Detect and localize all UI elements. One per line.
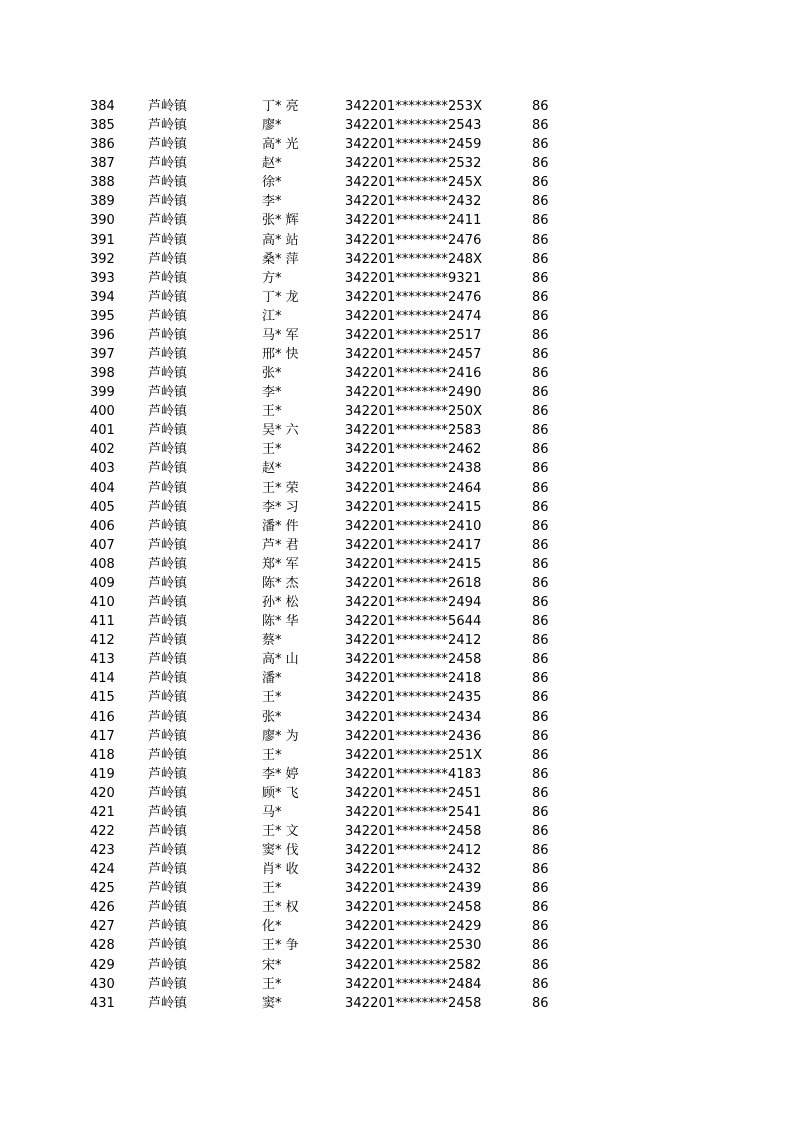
id-number-cell: 342201********2438 xyxy=(345,461,482,477)
score-cell: 86 xyxy=(532,137,549,153)
score-cell: 86 xyxy=(532,347,549,363)
name-cell: 赵* xyxy=(262,156,282,172)
name-cell: 李* xyxy=(262,194,282,210)
table-row xyxy=(0,173,793,192)
town-cell: 芦岭镇 xyxy=(148,633,188,649)
row-number: 386 xyxy=(90,137,115,153)
town-cell: 芦岭镇 xyxy=(148,804,188,820)
table-row xyxy=(0,994,793,1013)
town-cell: 芦岭镇 xyxy=(148,556,188,572)
id-number-cell: 342201********2434 xyxy=(345,709,482,725)
score-cell: 86 xyxy=(532,614,549,630)
score-cell: 86 xyxy=(532,404,549,420)
row-number: 411 xyxy=(90,614,115,630)
town-cell: 芦岭镇 xyxy=(148,671,188,687)
score-cell: 86 xyxy=(532,652,549,668)
id-number-cell: 342201********2439 xyxy=(345,881,482,897)
name-cell: 孙* 松 xyxy=(262,595,299,611)
row-number: 413 xyxy=(90,652,115,668)
town-cell: 芦岭镇 xyxy=(148,537,188,553)
score-cell: 86 xyxy=(532,194,549,210)
id-number-cell: 342201********2412 xyxy=(345,843,482,859)
name-cell: 张* 辉 xyxy=(262,213,299,229)
id-number-cell: 342201********2541 xyxy=(345,804,482,820)
name-cell: 窦* xyxy=(262,995,282,1011)
table-row xyxy=(0,192,793,211)
score-cell: 86 xyxy=(532,900,549,916)
score-cell: 86 xyxy=(532,843,549,859)
name-cell: 高* 站 xyxy=(262,232,299,248)
row-number: 388 xyxy=(90,175,115,191)
town-cell: 芦岭镇 xyxy=(148,404,188,420)
score-cell: 86 xyxy=(532,518,549,534)
table-row xyxy=(0,269,793,288)
score-cell: 86 xyxy=(532,175,549,191)
score-cell: 86 xyxy=(532,690,549,706)
name-cell: 陈* 杰 xyxy=(262,575,299,591)
score-cell: 86 xyxy=(532,804,549,820)
score-cell: 86 xyxy=(532,480,549,496)
row-number: 397 xyxy=(90,347,115,363)
id-number-cell: 342201********2484 xyxy=(345,976,482,992)
row-number: 431 xyxy=(90,995,115,1011)
score-cell: 86 xyxy=(532,595,549,611)
row-number: 417 xyxy=(90,728,115,744)
row-number: 408 xyxy=(90,556,115,572)
table-row xyxy=(0,631,793,650)
id-number-cell: 342201********2418 xyxy=(345,671,482,687)
name-cell: 高* 山 xyxy=(262,652,299,668)
id-number-cell: 342201********2532 xyxy=(345,156,482,172)
name-cell: 郑* 军 xyxy=(262,556,299,572)
town-cell: 芦岭镇 xyxy=(148,137,188,153)
row-number: 406 xyxy=(90,518,115,534)
score-cell: 86 xyxy=(532,118,549,134)
score-cell: 86 xyxy=(532,251,549,267)
row-number: 395 xyxy=(90,308,115,324)
town-cell: 芦岭镇 xyxy=(148,308,188,324)
row-number: 398 xyxy=(90,366,115,382)
row-number: 399 xyxy=(90,385,115,401)
town-cell: 芦岭镇 xyxy=(148,957,188,973)
table-row xyxy=(0,498,793,517)
id-number-cell: 342201********2474 xyxy=(345,308,482,324)
row-number: 387 xyxy=(90,156,115,172)
name-cell: 王* 荣 xyxy=(262,480,299,496)
table-row xyxy=(0,135,793,154)
id-number-cell: 342201********2582 xyxy=(345,957,482,973)
id-number-cell: 342201********251X xyxy=(345,747,483,763)
town-cell: 芦岭镇 xyxy=(148,327,188,343)
table-row xyxy=(0,784,793,803)
table-row xyxy=(0,307,793,326)
id-number-cell: 342201********245X xyxy=(345,175,483,191)
row-number: 403 xyxy=(90,461,115,477)
score-cell: 86 xyxy=(532,575,549,591)
row-number: 430 xyxy=(90,976,115,992)
town-cell: 芦岭镇 xyxy=(148,595,188,611)
town-cell: 芦岭镇 xyxy=(148,919,188,935)
town-cell: 芦岭镇 xyxy=(148,442,188,458)
row-number: 428 xyxy=(90,938,115,954)
town-cell: 芦岭镇 xyxy=(148,690,188,706)
town-cell: 芦岭镇 xyxy=(148,614,188,630)
town-cell: 芦岭镇 xyxy=(148,270,188,286)
row-number: 415 xyxy=(90,690,115,706)
name-cell: 张* xyxy=(262,366,282,382)
town-cell: 芦岭镇 xyxy=(148,461,188,477)
id-number-cell: 342201********2436 xyxy=(345,728,482,744)
id-number-cell: 342201********2412 xyxy=(345,633,482,649)
table-row xyxy=(0,917,793,936)
score-cell: 86 xyxy=(532,881,549,897)
town-cell: 芦岭镇 xyxy=(148,785,188,801)
name-cell: 顾* 飞 xyxy=(262,785,299,801)
town-cell: 芦岭镇 xyxy=(148,728,188,744)
town-cell: 芦岭镇 xyxy=(148,385,188,401)
id-number-cell: 342201********2476 xyxy=(345,289,482,305)
id-number-cell: 342201********2435 xyxy=(345,690,482,706)
name-cell: 芦* 君 xyxy=(262,537,299,553)
name-cell: 王* xyxy=(262,881,282,897)
row-number: 409 xyxy=(90,575,115,591)
table-row xyxy=(0,326,793,345)
table-row xyxy=(0,593,793,612)
town-cell: 芦岭镇 xyxy=(148,938,188,954)
score-cell: 86 xyxy=(532,633,549,649)
town-cell: 芦岭镇 xyxy=(148,232,188,248)
row-number: 396 xyxy=(90,327,115,343)
row-number: 420 xyxy=(90,785,115,801)
id-number-cell: 342201********2459 xyxy=(345,137,482,153)
row-number: 421 xyxy=(90,804,115,820)
town-cell: 芦岭镇 xyxy=(148,766,188,782)
town-cell: 芦岭镇 xyxy=(148,289,188,305)
name-cell: 王* xyxy=(262,690,282,706)
score-cell: 86 xyxy=(532,385,549,401)
table-row xyxy=(0,708,793,727)
town-cell: 芦岭镇 xyxy=(148,862,188,878)
town-cell: 芦岭镇 xyxy=(148,480,188,496)
row-number: 414 xyxy=(90,671,115,687)
town-cell: 芦岭镇 xyxy=(148,900,188,916)
town-cell: 芦岭镇 xyxy=(148,347,188,363)
score-cell: 86 xyxy=(532,156,549,172)
id-number-cell: 342201********2429 xyxy=(345,919,482,935)
id-number-cell: 342201********2411 xyxy=(345,213,482,229)
table-row xyxy=(0,211,793,230)
score-cell: 86 xyxy=(532,728,549,744)
score-cell: 86 xyxy=(532,709,549,725)
score-cell: 86 xyxy=(532,461,549,477)
town-cell: 芦岭镇 xyxy=(148,843,188,859)
row-number: 405 xyxy=(90,499,115,515)
row-number: 426 xyxy=(90,900,115,916)
row-number: 392 xyxy=(90,251,115,267)
town-cell: 芦岭镇 xyxy=(148,366,188,382)
town-cell: 芦岭镇 xyxy=(148,518,188,534)
id-number-cell: 342201********2417 xyxy=(345,537,482,553)
name-cell: 吴* 六 xyxy=(262,423,299,439)
id-number-cell: 342201********2464 xyxy=(345,480,482,496)
town-cell: 芦岭镇 xyxy=(148,747,188,763)
table-row xyxy=(0,860,793,879)
name-cell: 肖* 收 xyxy=(262,862,299,878)
table-row xyxy=(0,612,793,631)
table-row xyxy=(0,956,793,975)
id-number-cell: 342201********2458 xyxy=(345,900,482,916)
id-number-cell: 342201********4183 xyxy=(345,766,482,782)
name-cell: 潘* 件 xyxy=(262,518,299,534)
town-cell: 芦岭镇 xyxy=(148,881,188,897)
town-cell: 芦岭镇 xyxy=(148,575,188,591)
score-cell: 86 xyxy=(532,289,549,305)
town-cell: 芦岭镇 xyxy=(148,976,188,992)
row-number: 412 xyxy=(90,633,115,649)
name-cell: 宋* xyxy=(262,957,282,973)
name-cell: 丁* 龙 xyxy=(262,289,299,305)
score-cell: 86 xyxy=(532,938,549,954)
name-cell: 赵* xyxy=(262,461,282,477)
town-cell: 芦岭镇 xyxy=(148,156,188,172)
id-number-cell: 342201********2618 xyxy=(345,575,482,591)
row-number: 424 xyxy=(90,862,115,878)
name-cell: 李* 婷 xyxy=(262,766,299,782)
row-number: 416 xyxy=(90,709,115,725)
name-cell: 李* xyxy=(262,385,282,401)
score-cell: 86 xyxy=(532,957,549,973)
id-number-cell: 342201********9321 xyxy=(345,270,482,286)
score-cell: 86 xyxy=(532,823,549,839)
id-number-cell: 342201********2543 xyxy=(345,118,482,134)
row-number: 407 xyxy=(90,537,115,553)
table-row xyxy=(0,936,793,955)
town-cell: 芦岭镇 xyxy=(148,175,188,191)
name-cell: 王* xyxy=(262,976,282,992)
row-number: 429 xyxy=(90,957,115,973)
score-cell: 86 xyxy=(532,232,549,248)
score-cell: 86 xyxy=(532,366,549,382)
town-cell: 芦岭镇 xyxy=(148,823,188,839)
table-row xyxy=(0,555,793,574)
id-number-cell: 342201********2583 xyxy=(345,423,482,439)
name-cell: 廖* xyxy=(262,118,282,134)
name-cell: 潘* xyxy=(262,671,282,687)
score-cell: 86 xyxy=(532,556,549,572)
name-cell: 方* xyxy=(262,270,282,286)
name-cell: 王* xyxy=(262,747,282,763)
id-number-cell: 342201********2458 xyxy=(345,652,482,668)
name-cell: 王* 权 xyxy=(262,900,299,916)
id-number-cell: 342201********2530 xyxy=(345,938,482,954)
town-cell: 芦岭镇 xyxy=(148,99,188,114)
row-number: 389 xyxy=(90,194,115,210)
name-cell: 王* 文 xyxy=(262,823,299,839)
table-row xyxy=(0,727,793,746)
id-number-cell: 342201********2457 xyxy=(345,347,482,363)
roster-table xyxy=(0,97,793,1013)
row-number: 422 xyxy=(90,823,115,839)
table-row xyxy=(0,383,793,402)
name-cell: 高* 光 xyxy=(262,137,299,153)
score-cell: 86 xyxy=(532,862,549,878)
name-cell: 马* 军 xyxy=(262,327,299,343)
score-cell: 86 xyxy=(532,785,549,801)
table-row xyxy=(0,231,793,250)
id-number-cell: 342201********2416 xyxy=(345,366,482,382)
id-number-cell: 342201********2494 xyxy=(345,595,482,611)
table-row xyxy=(0,402,793,421)
table-row xyxy=(0,250,793,269)
table-row xyxy=(0,517,793,536)
row-number: 418 xyxy=(90,747,115,763)
row-number: 385 xyxy=(90,118,115,134)
id-number-cell: 342201********2410 xyxy=(345,518,482,534)
name-cell: 廖* 为 xyxy=(262,728,299,744)
score-cell: 86 xyxy=(532,99,549,114)
row-number: 384 xyxy=(90,99,115,114)
town-cell: 芦岭镇 xyxy=(148,709,188,725)
id-number-cell: 342201********2451 xyxy=(345,785,482,801)
town-cell: 芦岭镇 xyxy=(148,995,188,1011)
table-row xyxy=(0,536,793,555)
row-number: 425 xyxy=(90,881,115,897)
table-row xyxy=(0,479,793,498)
score-cell: 86 xyxy=(532,442,549,458)
table-row xyxy=(0,154,793,173)
score-cell: 86 xyxy=(532,919,549,935)
score-cell: 86 xyxy=(532,270,549,286)
town-cell: 芦岭镇 xyxy=(148,652,188,668)
name-cell: 陈* 华 xyxy=(262,614,299,630)
score-cell: 86 xyxy=(532,327,549,343)
score-cell: 86 xyxy=(532,423,549,439)
table-row xyxy=(0,97,793,116)
id-number-cell: 342201********2415 xyxy=(345,499,482,515)
name-cell: 丁* 亮 xyxy=(262,99,299,114)
id-number-cell: 342201********250X xyxy=(345,404,483,420)
id-number-cell: 342201********2458 xyxy=(345,995,482,1011)
town-cell: 芦岭镇 xyxy=(148,499,188,515)
row-number: 400 xyxy=(90,404,115,420)
table-row xyxy=(0,364,793,383)
table-row xyxy=(0,822,793,841)
row-number: 423 xyxy=(90,843,115,859)
score-cell: 86 xyxy=(532,976,549,992)
name-cell: 江* xyxy=(262,308,282,324)
score-cell: 86 xyxy=(532,995,549,1011)
row-number: 394 xyxy=(90,289,115,305)
id-number-cell: 342201********2458 xyxy=(345,823,482,839)
score-cell: 86 xyxy=(532,213,549,229)
id-number-cell: 342201********2517 xyxy=(345,327,482,343)
name-cell: 马* xyxy=(262,804,282,820)
row-number: 401 xyxy=(90,423,115,439)
town-cell: 芦岭镇 xyxy=(148,194,188,210)
table-row xyxy=(0,669,793,688)
row-number: 393 xyxy=(90,270,115,286)
name-cell: 化* xyxy=(262,919,282,935)
row-number: 402 xyxy=(90,442,115,458)
name-cell: 桑* 萍 xyxy=(262,251,299,267)
table-row xyxy=(0,116,793,135)
name-cell: 王* xyxy=(262,442,282,458)
table-row xyxy=(0,440,793,459)
name-cell: 徐* xyxy=(262,175,282,191)
id-number-cell: 342201********2462 xyxy=(345,442,482,458)
row-number: 419 xyxy=(90,766,115,782)
table-row xyxy=(0,841,793,860)
row-number: 404 xyxy=(90,480,115,496)
score-cell: 86 xyxy=(532,499,549,515)
table-row xyxy=(0,574,793,593)
row-number: 427 xyxy=(90,919,115,935)
town-cell: 芦岭镇 xyxy=(148,423,188,439)
row-number: 390 xyxy=(90,213,115,229)
town-cell: 芦岭镇 xyxy=(148,251,188,267)
name-cell: 李* 习 xyxy=(262,499,299,515)
name-cell: 张* xyxy=(262,709,282,725)
name-cell: 王* xyxy=(262,404,282,420)
score-cell: 86 xyxy=(532,747,549,763)
score-cell: 86 xyxy=(532,308,549,324)
id-number-cell: 342201********5644 xyxy=(345,614,482,630)
id-number-cell: 342201********2476 xyxy=(345,232,482,248)
table-row xyxy=(0,650,793,669)
score-cell: 86 xyxy=(532,766,549,782)
table-row xyxy=(0,345,793,364)
id-number-cell: 342201********248X xyxy=(345,251,483,267)
id-number-cell: 342201********2432 xyxy=(345,194,482,210)
table-row xyxy=(0,879,793,898)
name-cell: 王* 争 xyxy=(262,938,299,954)
table-row xyxy=(0,688,793,707)
table-row xyxy=(0,746,793,765)
table-row xyxy=(0,459,793,478)
table-row xyxy=(0,765,793,784)
town-cell: 芦岭镇 xyxy=(148,118,188,134)
table-row xyxy=(0,803,793,822)
id-number-cell: 342201********2432 xyxy=(345,862,482,878)
row-number: 391 xyxy=(90,232,115,248)
name-cell: 邢* 快 xyxy=(262,347,299,363)
id-number-cell: 342201********253X xyxy=(345,99,483,114)
id-number-cell: 342201********2490 xyxy=(345,385,482,401)
table-row xyxy=(0,421,793,440)
town-cell: 芦岭镇 xyxy=(148,213,188,229)
table-row xyxy=(0,975,793,994)
name-cell: 窦* 伐 xyxy=(262,843,299,859)
name-cell: 蔡* xyxy=(262,633,282,649)
id-number-cell: 342201********2415 xyxy=(345,556,482,572)
table-row xyxy=(0,898,793,917)
score-cell: 86 xyxy=(532,537,549,553)
row-number: 410 xyxy=(90,595,115,611)
table-row xyxy=(0,288,793,307)
score-cell: 86 xyxy=(532,671,549,687)
